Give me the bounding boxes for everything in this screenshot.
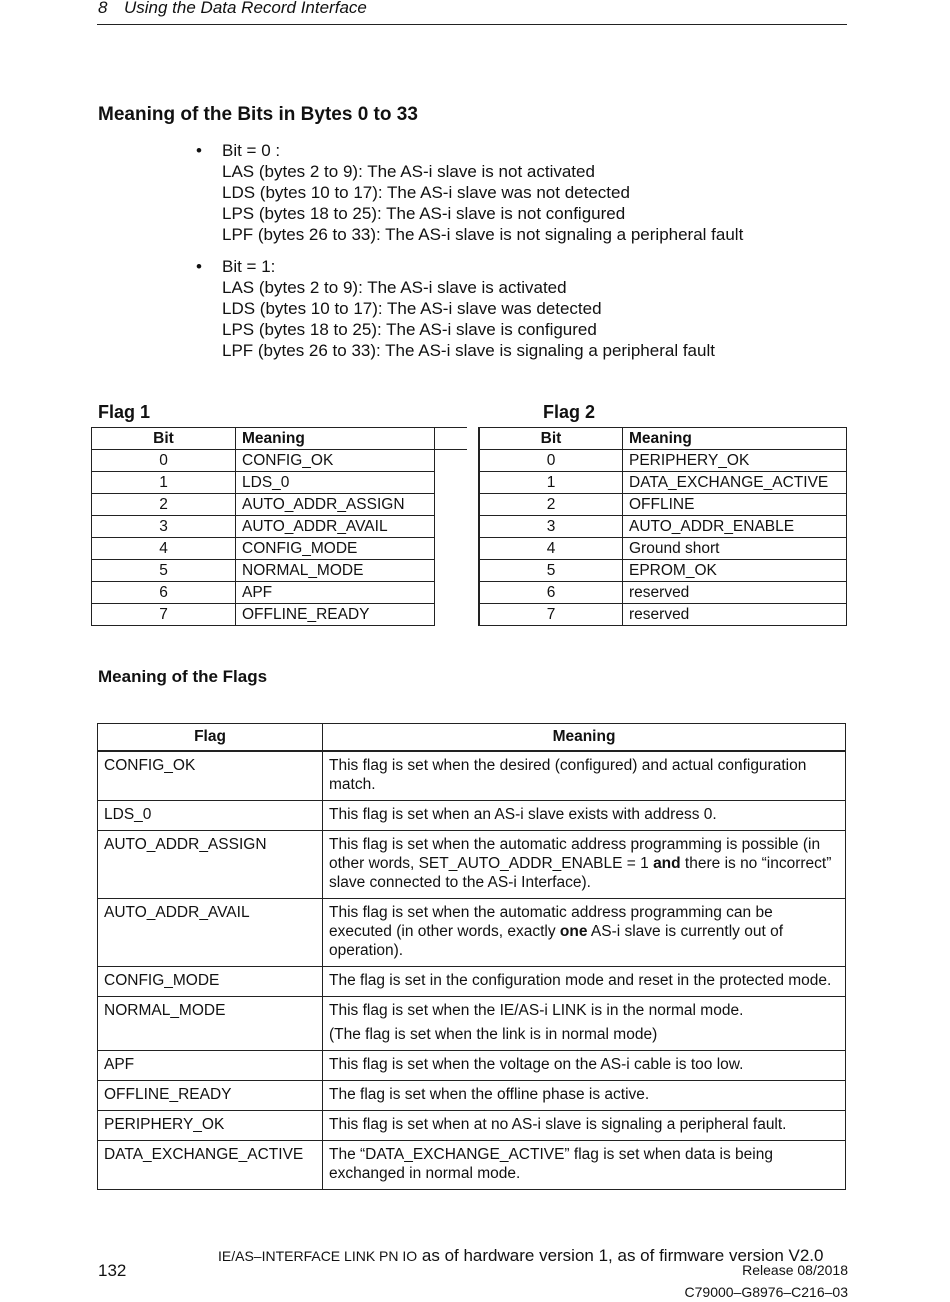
meaning-cell: PERIPHERY_OK [623, 450, 847, 472]
meaning-cell [323, 997, 846, 1051]
table-row [479, 582, 847, 604]
bullet-line: Bit = 1: [222, 257, 276, 276]
bit-cell: 2 [479, 494, 623, 516]
table-row [92, 450, 468, 472]
bit-cell: 6 [92, 582, 236, 604]
meaning-paragraph: This flag is set when an AS-i slave exists with address 0. [329, 806, 717, 823]
bit-cell: 5 [92, 560, 236, 582]
table-row [479, 494, 847, 516]
bullet-line: LPS (bytes 18 to 25): The AS-i slave is not configured [222, 204, 626, 223]
table-row [98, 751, 846, 801]
flags-meaning-title: Meaning of the Flags [98, 667, 268, 686]
meaning-cell [323, 1111, 846, 1141]
flag-cell: DATA_EXCHANGE_ACTIVE [98, 1141, 323, 1190]
column-header-meaning: Meaning [236, 428, 435, 450]
bullet-line: LPS (bytes 18 to 25): The AS-i slave is configured [222, 320, 597, 339]
table-row [92, 560, 468, 582]
flag2-table [478, 427, 847, 626]
footer-doc-number: C79000–G8976–C216–03 [684, 1284, 848, 1300]
flag-cell: APF [98, 1051, 323, 1081]
bullet-line: LAS (bytes 2 to 9): The AS-i slave is not activated [222, 162, 595, 181]
flag1-title: Flag 1 [98, 402, 151, 422]
bullet-line: LDS (bytes 10 to 17): The AS-i slave was detected [222, 299, 602, 318]
meaning-paragraph: This flag is set when the voltage on the AS-i cable is too low. [329, 1056, 744, 1073]
meaning-text: This flag is set when the automatic address programming is possible (in other words, SET_AUTO_ADDR_ENABLE = 1 [329, 836, 821, 872]
section-title: Meaning of the Bits in Bytes 0 to 33 [98, 104, 418, 125]
flags-meaning-body [98, 751, 846, 1190]
bullet-line: LDS (bytes 10 to 17): The AS-i slave was not detected [222, 183, 630, 202]
running-header [98, 0, 367, 18]
meaning-cell: Ground short [623, 538, 847, 560]
bit-cell: 3 [479, 516, 623, 538]
meaning-cell: OFFLINE [623, 494, 847, 516]
column-header-bit: Bit [92, 428, 236, 450]
table-row [98, 1051, 846, 1081]
flag-cell: AUTO_ADDR_AVAIL [98, 899, 323, 967]
footer-product-prefix: IE/AS–INTERFACE LINK PN IO [218, 1248, 418, 1264]
meaning-cell [323, 751, 846, 801]
meaning-paragraph: The flag is set in the configuration mode and reset in the protected mode. [329, 972, 832, 989]
meaning-cell [323, 1051, 846, 1081]
meaning-cell: DATA_EXCHANGE_ACTIVE [623, 472, 847, 494]
meaning-cell: AUTO_ADDR_AVAIL [236, 516, 435, 538]
meaning-cell: AUTO_ADDR_ENABLE [623, 516, 847, 538]
bit-cell: 6 [479, 582, 623, 604]
flag-cell: OFFLINE_READY [98, 1081, 323, 1111]
table-header-row [92, 428, 468, 450]
meaning-cell [323, 831, 846, 899]
meaning-cell [323, 967, 846, 997]
table-row [479, 560, 847, 582]
bit-cell: 4 [92, 538, 236, 560]
bit-cell: 2 [92, 494, 236, 516]
bullet-text [222, 256, 715, 361]
table-row [98, 831, 846, 899]
bullet-marker: • [196, 257, 202, 276]
meaning-paragraph: The flag is set when the offline phase is active. [329, 1086, 650, 1103]
flag-cell: NORMAL_MODE [98, 997, 323, 1051]
table-row [479, 604, 847, 626]
flag-cell: CONFIG_MODE [98, 967, 323, 997]
table-row [92, 516, 468, 538]
table-row [98, 1141, 846, 1190]
meaning-text: This flag is set when the automatic address programming can be executed (in other words, exactly [329, 904, 773, 940]
bullet-line: Bit = 0 : [222, 141, 281, 160]
flag-cell: AUTO_ADDR_ASSIGN [98, 831, 323, 899]
table-row [92, 604, 468, 626]
emphasis-text: one [559, 923, 588, 940]
footer-release: Release 08/2018 [742, 1262, 848, 1278]
bit-cell: 7 [479, 604, 623, 626]
column-header-meaning: Meaning [323, 724, 846, 752]
footer-product-suffix: as of hardware version 1, as of firmware version V2.0 [417, 1246, 824, 1265]
meaning-cell: CONFIG_OK [236, 450, 435, 472]
bit-cell: 0 [92, 450, 236, 472]
flags-meaning-table [97, 723, 846, 1190]
table-row [479, 538, 847, 560]
table-row [98, 1081, 846, 1111]
flag2-body [479, 450, 847, 626]
meaning-paragraph: This flag is set when at no AS-i slave is signaling a peripheral fault. [329, 1116, 787, 1133]
bullet-text [222, 140, 743, 245]
flag1-table [91, 427, 467, 626]
table-row [98, 997, 846, 1051]
table-spacer [435, 428, 468, 450]
header-rule [97, 24, 847, 25]
flag1-body [92, 450, 468, 626]
flag2-title: Flag 2 [543, 402, 596, 422]
page-number: 132 [98, 1261, 127, 1280]
table-header-row [98, 724, 846, 752]
bullet-line: LPF (bytes 26 to 33): The AS-i slave is not signaling a peripheral fault [222, 225, 744, 244]
meaning-cell: OFFLINE_READY [236, 604, 435, 626]
chapter-title: Using the Data Record Interface [124, 0, 367, 17]
bit-cell: 1 [92, 472, 236, 494]
table-row [92, 582, 468, 604]
table-row [92, 538, 468, 560]
bullet-line: LAS (bytes 2 to 9): The AS-i slave is activated [222, 278, 567, 297]
flag-cell: LDS_0 [98, 801, 323, 831]
meaning-cell: APF [236, 582, 435, 604]
meaning-cell: CONFIG_MODE [236, 538, 435, 560]
table-row [92, 472, 468, 494]
meaning-cell [323, 1141, 846, 1190]
chapter-number: 8 [98, 0, 108, 17]
meaning-cell: NORMAL_MODE [236, 560, 435, 582]
flag-cell: PERIPHERY_OK [98, 1111, 323, 1141]
flag-cell: CONFIG_OK [98, 751, 323, 801]
meaning-paragraph: (The flag is set when the link is in normal mode) [329, 1026, 658, 1043]
table-row [479, 516, 847, 538]
table-row [98, 801, 846, 831]
table-row [92, 494, 468, 516]
table-row [479, 450, 847, 472]
meaning-cell: LDS_0 [236, 472, 435, 494]
table-row [98, 1111, 846, 1141]
meaning-cell [323, 899, 846, 967]
bullet-marker: • [196, 141, 202, 160]
meaning-text: AS-i slave is currently out of operation). [329, 923, 784, 959]
table-row [98, 967, 846, 997]
column-header-flag: Flag [98, 724, 323, 752]
bit-cell: 3 [92, 516, 236, 538]
bit-cell: 0 [479, 450, 623, 472]
meaning-text: there is no “incorrect” slave connected to the AS-i Interface). [329, 855, 832, 891]
table-row [479, 472, 847, 494]
column-header-meaning: Meaning [623, 428, 847, 450]
meaning-cell: reserved [623, 604, 847, 626]
meaning-paragraph: This flag is set when the desired (configured) and actual configuration match. [329, 757, 807, 793]
table-row [98, 899, 846, 967]
bit-cell: 7 [92, 604, 236, 626]
meaning-cell: reserved [623, 582, 847, 604]
bit-cell: 4 [479, 538, 623, 560]
meaning-paragraph: This flag is set when the IE/AS-i LINK is in the normal mode. [329, 1002, 744, 1019]
meaning-cell: EPROM_OK [623, 560, 847, 582]
bit-cell: 1 [479, 472, 623, 494]
meaning-cell [323, 801, 846, 831]
bit-cell: 5 [479, 560, 623, 582]
meaning-cell: AUTO_ADDR_ASSIGN [236, 494, 435, 516]
column-header-bit: Bit [479, 428, 623, 450]
footer-product [218, 1246, 823, 1266]
meaning-cell [323, 1081, 846, 1111]
table-header-row [479, 428, 847, 450]
bullet-line: LPF (bytes 26 to 33): The AS-i slave is signaling a peripheral fault [222, 341, 715, 360]
emphasis-text: and [653, 855, 681, 872]
meaning-paragraph: The “DATA_EXCHANGE_ACTIVE” flag is set when data is being exchanged in normal mode. [329, 1146, 773, 1182]
